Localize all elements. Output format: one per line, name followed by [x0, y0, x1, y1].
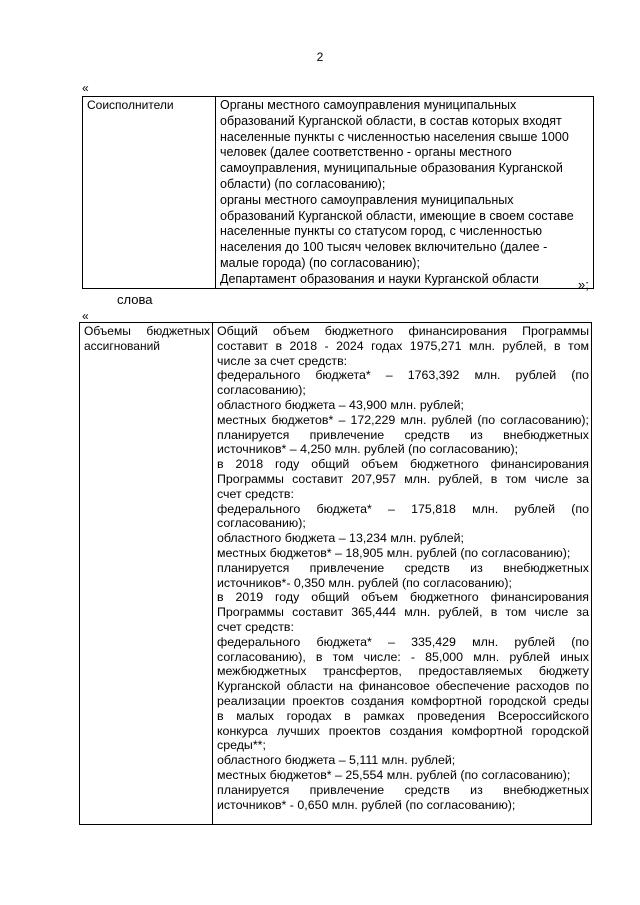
- text-line: в малых городах в рамках проведения Всероссийского: [217, 708, 589, 723]
- text-line: областного бюджета – 5,111 млн. рублей;: [217, 753, 456, 768]
- close-quote: »;: [578, 277, 589, 292]
- text-line: источников* – 4,250 млн. рублей (по согласованию);: [217, 442, 519, 457]
- text-line: малые города) (по согласованию);: [220, 255, 420, 270]
- text-line: планируется привлечение средств из внебюджетных: [217, 560, 589, 575]
- text-line: образований Курганской области, в состав которых входят: [220, 113, 562, 128]
- word-slova: слова: [117, 292, 153, 307]
- text-line: человек (далее соответственно - органы местного: [220, 145, 512, 160]
- text-line: источников*- 0,350 млн. рублей (по согласованию);: [217, 575, 512, 590]
- text-line: федерального бюджета* – 1763,392 млн. рублей (по: [217, 368, 589, 383]
- text-line: федерального бюджета* – 335,429 млн. рублей (по: [217, 634, 589, 649]
- budget-allocations-text: [213, 323, 592, 825]
- text-line: планируется привлечение средств из внебюджетных: [217, 782, 589, 797]
- text-line: согласованию);: [217, 383, 306, 398]
- text-line: числе за счет средств:: [217, 353, 348, 368]
- text-line: населенные пункты с численностью населения свыше 1000: [220, 129, 569, 144]
- co-executors-table: [82, 96, 594, 292]
- text-line: Общий объем бюджетного финансирования Программы: [217, 324, 589, 338]
- text-line: Программы составит 365,444 млн. рублей, в том числе за: [217, 605, 589, 620]
- text-line: счет средств:: [217, 486, 294, 501]
- text-line: источников* - 0,650 млн. рублей (по согласованию);: [217, 797, 516, 812]
- text-line: Программы составит 207,957 млн. рублей, в том числе за: [217, 471, 589, 486]
- text-line: Департамент образования и науки Курганской области: [220, 271, 539, 286]
- text-line: в 2018 году общий объем бюджетного финансирования: [217, 457, 589, 472]
- text-line: областного бюджета – 13,234 млн. рублей;: [217, 531, 464, 546]
- text-line: местных бюджетов* – 25,554 млн. рублей (по согласованию);: [217, 767, 571, 782]
- text-line: счет средств:: [217, 619, 294, 634]
- open-quote-1: «: [82, 81, 89, 95]
- table-row: [80, 323, 592, 825]
- label-line: Объемы бюджетных: [84, 324, 210, 338]
- text-line: в 2019 году общий объем бюджетного финансирования: [217, 590, 589, 605]
- text-line: самоуправления, муниципальные образования Курганской: [220, 161, 563, 176]
- text-line: составит в 2018 - 2024 годах 1975,271 млн. рублей, в том: [217, 338, 589, 353]
- text-line: областного бюджета – 43,900 млн. рублей;: [217, 397, 464, 412]
- table-row: [83, 97, 594, 289]
- text-line: реализации проектов создания комфортной городской среды: [217, 693, 589, 708]
- text-line: межбюджетных трансфертов, предоставляемых бюджету: [217, 664, 589, 679]
- text-line: населения до 100 тысяч человек включительно (далее -: [220, 240, 548, 255]
- co-executors-label: Соисполнители: [83, 97, 216, 289]
- text-line: органы местного самоуправления муниципальных: [220, 192, 514, 207]
- text-line: местных бюджетов* – 172,229 млн. рублей (по согласованию);: [217, 412, 589, 427]
- text-line: среды**;: [217, 738, 266, 753]
- budget-allocations-table: [79, 322, 592, 825]
- text-line: Курганской области на финансовое обеспечение расходов по: [217, 679, 589, 694]
- co-executors-text: [216, 97, 594, 292]
- text-line: Органы местного самоуправления муниципальных: [220, 98, 517, 112]
- budget-allocations-label: [80, 323, 213, 825]
- text-line: федерального бюджета* – 175,818 млн. рублей (по: [217, 501, 589, 516]
- text-line: планируется привлечение средств из внебюджетных: [217, 427, 589, 442]
- text-line: согласованию), в том числе: - 85,000 млн. рублей иных: [217, 649, 589, 664]
- open-quote-2: «: [82, 309, 89, 323]
- text-line: образований Курганской области, имеющие в своем составе: [220, 208, 574, 223]
- text-line: области) (по согласованию);: [220, 176, 386, 191]
- text-line: согласованию);: [217, 516, 306, 531]
- text-line: местных бюджетов* – 18,905 млн. рублей (по согласованию);: [217, 545, 571, 560]
- page-number: 2: [316, 50, 324, 64]
- text-line: населенные пункты со статусом город, с численностью: [220, 224, 542, 239]
- text-line: конкурса лучших проектов создания комфортной городской: [217, 723, 589, 738]
- label-line: ассигнований: [84, 339, 161, 353]
